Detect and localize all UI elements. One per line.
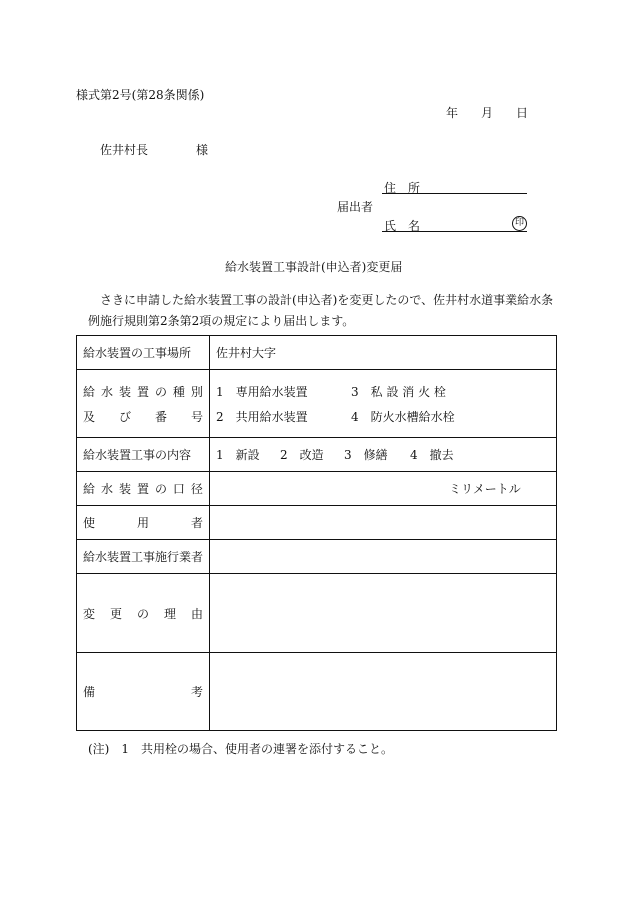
row-device-type bbox=[77, 370, 557, 438]
row-diameter bbox=[77, 472, 557, 506]
recipient-honorific: 様 bbox=[196, 143, 209, 157]
row-work-content bbox=[77, 438, 557, 472]
name-label: 氏 名 bbox=[384, 219, 421, 233]
value-remarks[interactable] bbox=[210, 653, 557, 731]
value-user[interactable] bbox=[210, 506, 557, 540]
date-line bbox=[446, 104, 528, 121]
seal-mark: 印 bbox=[512, 216, 527, 231]
option-fire-tank-tap[interactable]: 4 防火水槽給水栓 bbox=[351, 409, 455, 424]
date-month-label: 月 bbox=[480, 106, 493, 120]
footnote bbox=[88, 740, 393, 757]
footnote-text: 共用栓の場合、使用者の連署を添付すること。 bbox=[141, 742, 394, 756]
date-year-label: 年 bbox=[446, 106, 459, 120]
row-user bbox=[77, 506, 557, 540]
address-label: 住 所 bbox=[384, 181, 421, 195]
body-line-2: 例施行規則第2条第2項の規定により届出します。 bbox=[88, 314, 355, 328]
diameter-unit: ミリメートル bbox=[449, 482, 521, 496]
value-reason[interactable] bbox=[210, 574, 557, 653]
row-construction-site bbox=[77, 336, 557, 370]
option-repair[interactable]: 3 修繕 bbox=[344, 448, 388, 462]
value-contractor[interactable] bbox=[210, 540, 557, 574]
label-contractor: 給水装置工事施行業者 bbox=[77, 540, 210, 574]
address-field-line bbox=[382, 193, 527, 194]
label-construction-site: 給水装置の工事場所 bbox=[77, 336, 210, 370]
label-remarks: 備 考 bbox=[77, 653, 210, 731]
body-line-1: さきに申請した給水装置工事の設計(申込者)を変更したので、佐井村水道事業給水条 bbox=[100, 293, 554, 307]
option-new[interactable]: 1 新設 bbox=[216, 448, 260, 462]
label-diameter: 給 水 装 置 の 口 径 bbox=[77, 472, 210, 506]
label-work-content: 給水装置工事の内容 bbox=[77, 438, 210, 472]
row-remarks bbox=[77, 653, 557, 731]
option-private-supply[interactable]: 1 専用給水装置 bbox=[216, 384, 308, 399]
form-number: 様式第2号(第28条関係) bbox=[76, 88, 205, 102]
footnote-number: 1 bbox=[121, 742, 130, 756]
name-field-line bbox=[382, 231, 527, 232]
value-diameter[interactable] bbox=[210, 472, 557, 506]
value-work-content bbox=[210, 438, 557, 472]
recipient-name: 佐井村長 bbox=[100, 143, 149, 157]
value-construction-site[interactable]: 佐井村大字 bbox=[210, 336, 557, 370]
document-title: 給水装置工事設計(申込者)変更届 bbox=[225, 260, 403, 274]
option-shared-supply[interactable]: 2 共用給水装置 bbox=[216, 409, 308, 424]
row-reason bbox=[77, 574, 557, 653]
value-device-type bbox=[210, 370, 557, 438]
label-reason: 変 更 の 理 由 bbox=[77, 574, 210, 653]
option-modify[interactable]: 2 改造 bbox=[280, 448, 324, 462]
option-remove[interactable]: 4 撤去 bbox=[410, 448, 454, 462]
footnote-prefix: (注) bbox=[88, 742, 110, 756]
row-contractor bbox=[77, 540, 557, 574]
form-table bbox=[76, 335, 557, 731]
date-day-label: 日 bbox=[515, 106, 528, 120]
applicant-label: 届出者 bbox=[337, 200, 374, 214]
option-private-hydrant[interactable]: 3 私 設 消 火 栓 bbox=[351, 384, 446, 399]
label-user: 使 用 者 bbox=[77, 506, 210, 540]
label-device-type: 給 水 装 置 の 種 別 及 び 番 号 bbox=[77, 370, 210, 438]
